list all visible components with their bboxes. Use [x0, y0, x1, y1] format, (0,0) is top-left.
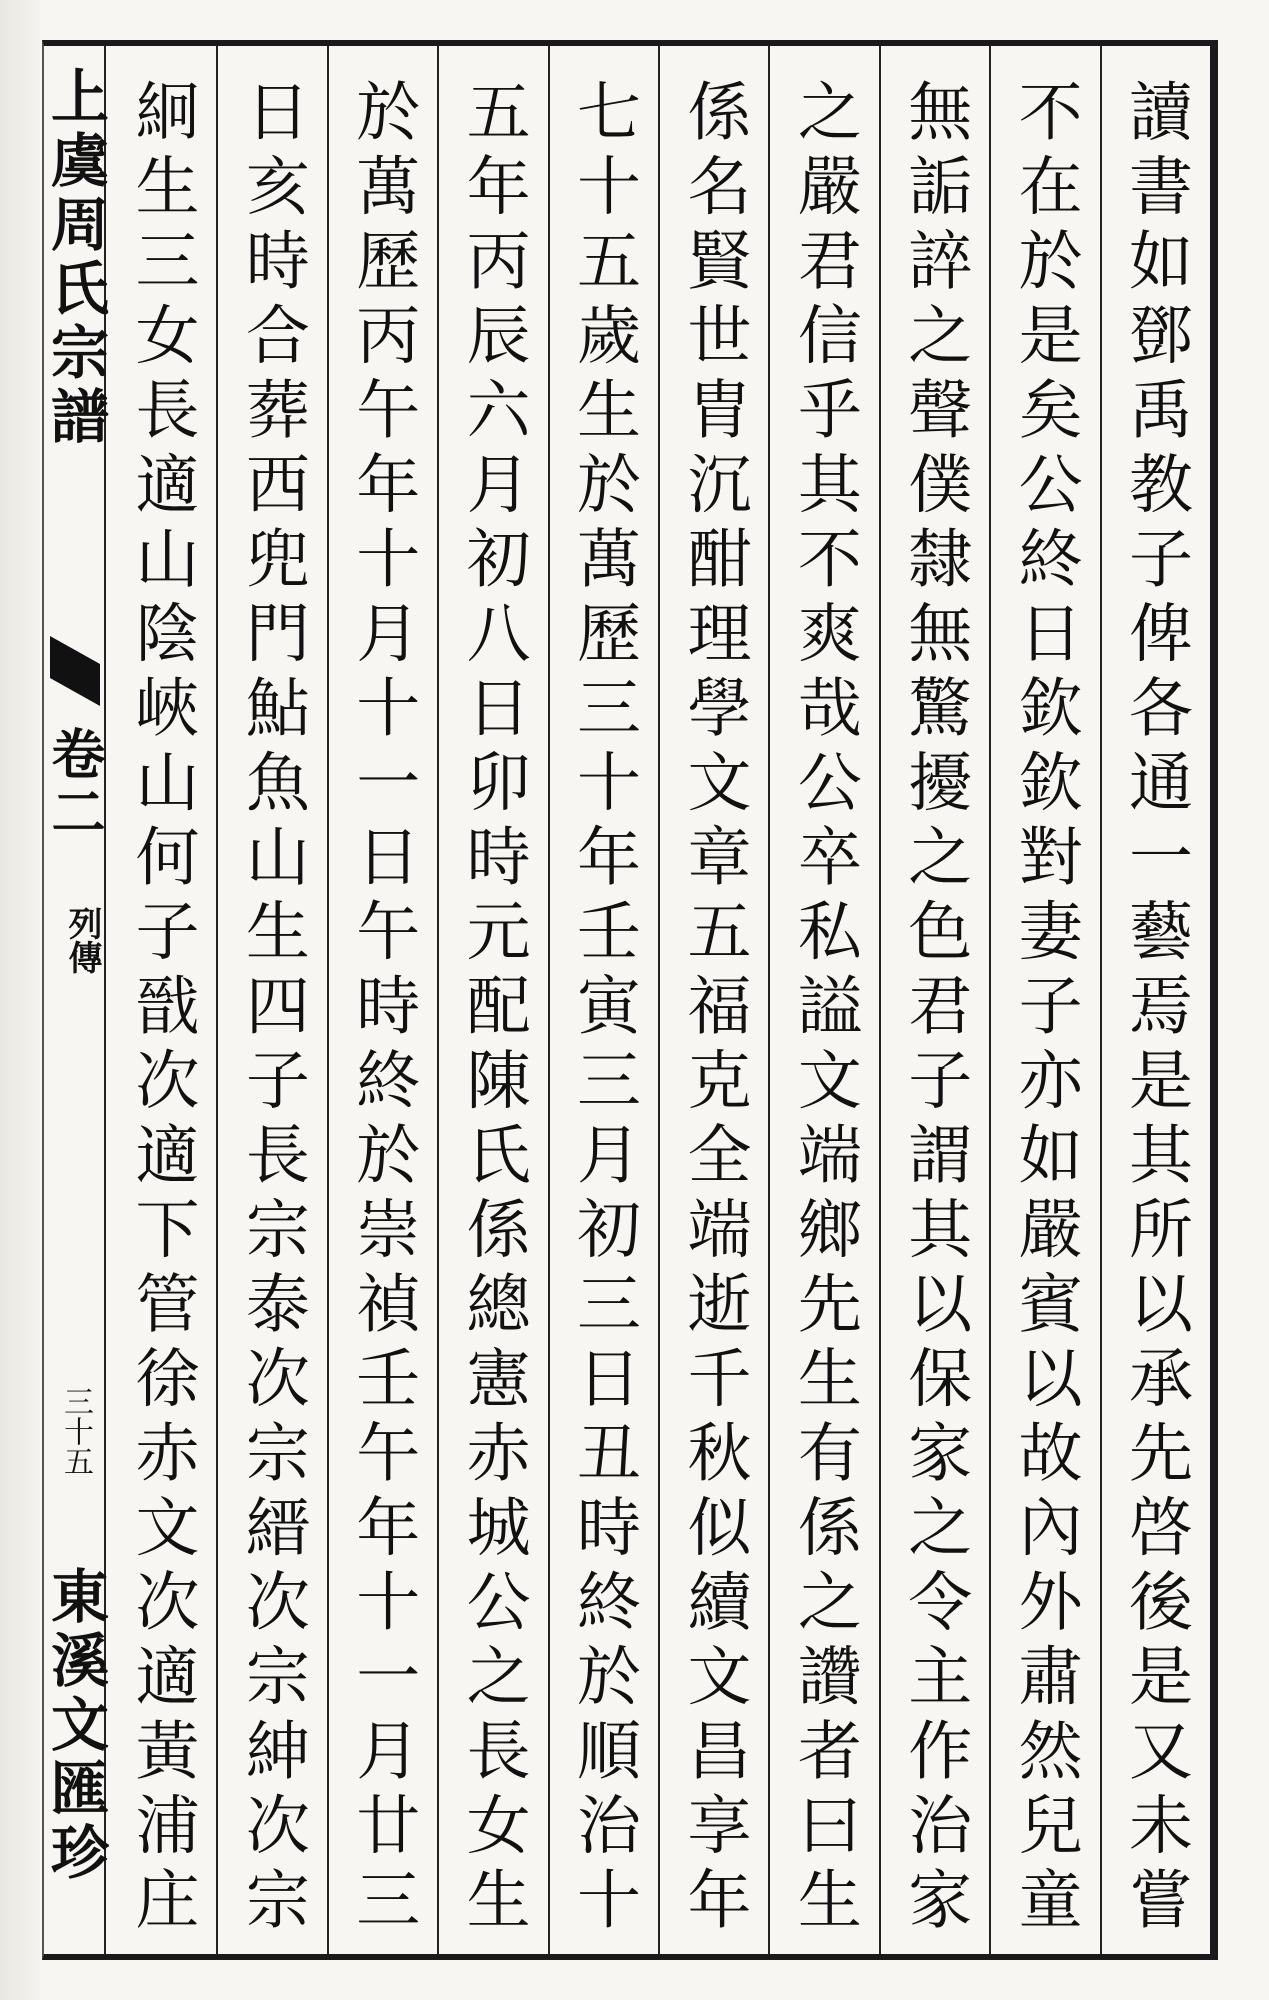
- hall-name: 東溪文匯珍: [41, 1566, 109, 1886]
- page-number: 三十五: [58, 1386, 93, 1476]
- fish-tail-mark: [50, 636, 100, 706]
- text-column: 之嚴君信乎其不爽哉公卒私謚文端鄉先生有係之讚者曰生: [768, 46, 878, 1954]
- block-heart-gutter: [41, 46, 109, 1954]
- text-column: 於萬歷丙午年十月十一日午時終於崇禎壬午年十一月廿三: [327, 46, 437, 1954]
- volume-label: 卷二: [43, 726, 107, 842]
- page-edge: [0, 0, 40, 2000]
- text-column: 無詬誶之聲僕隸無驚擾之色君子謂其以保家之令主作治家: [879, 46, 989, 1954]
- text-column: 係名賢世胄沉酣理學文章五福克全端逝千秋似續文昌享年: [658, 46, 768, 1954]
- text-columns: [106, 46, 1210, 1954]
- text-column: 不在於是矣公終日欽欽對妻子亦如嚴賓以故內外肅然兒童: [989, 46, 1099, 1954]
- section-label: 列傳: [62, 906, 102, 974]
- book-title: 上虞周氏宗譜: [41, 66, 109, 450]
- text-column: 讀書如鄧禹教子俾各通一藝焉是其所以承先啓後是又未嘗: [1100, 46, 1210, 1954]
- text-column: 七十五歲生於萬歷三十年壬寅三月初三日丑時終於順治十: [548, 46, 658, 1954]
- text-column: 絅生三女長適山陰峽山何子戩次適下管徐赤文次適黃浦庄: [124, 78, 199, 1941]
- text-column: 日亥時合葬西兜門鮎魚山生四子長宗泰次宗縉次宗紳次宗: [216, 46, 326, 1954]
- page-frame: [42, 40, 1218, 1960]
- text-column: 五年丙辰六月初八日卯時元配陳氏係總憲赤城公之長女生: [437, 46, 547, 1954]
